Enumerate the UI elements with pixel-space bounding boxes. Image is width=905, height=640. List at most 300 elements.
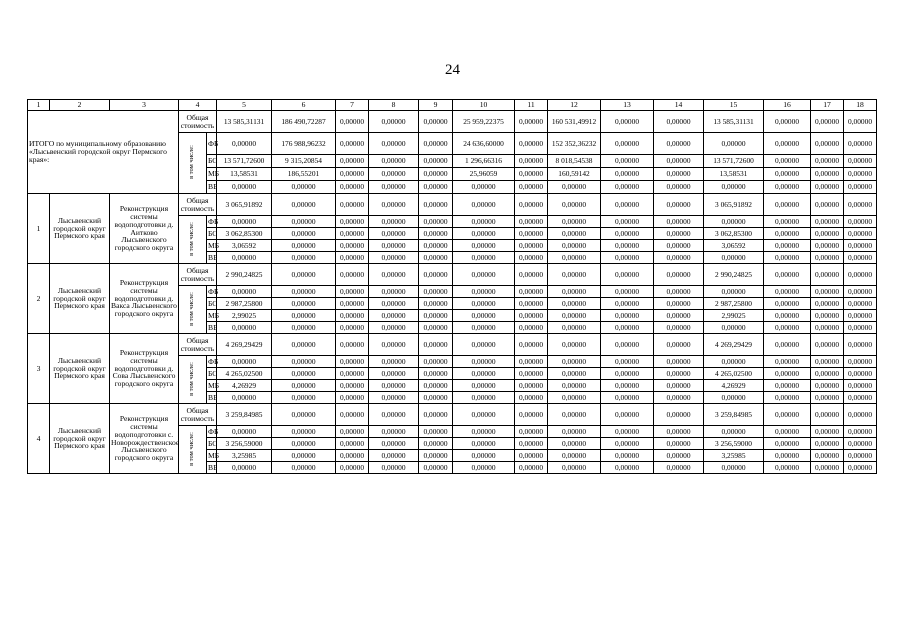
value-cell: 3 062,85300 [704,228,764,240]
value-cell: 0,00000 [601,168,654,181]
value-cell: 0,00000 [548,264,601,286]
value-cell: 0,00000 [419,368,453,380]
value-cell: 0,00000 [336,322,369,334]
funding-type: БС [208,368,218,378]
row-number: 1 [28,194,50,264]
value-cell: 0,00000 [654,404,704,426]
value-cell: 0,00000 [601,404,654,426]
value-cell: 0,00000 [453,462,515,474]
value-cell: 0,00000 [336,111,369,133]
value-cell: 0,00000 [548,252,601,264]
value-cell: 13 585,31131 [704,111,764,133]
value-cell: 0,00000 [601,111,654,133]
value-cell: 4,26929 [704,380,764,392]
value-cell: 0,00000 [272,404,336,426]
value-cell: 0,00000 [336,392,369,404]
value-cell: 0,00000 [272,240,336,252]
sub-label-cell [179,133,207,194]
value-cell: 0,00000 [654,298,704,310]
value-cell: 0,00000 [217,356,272,368]
value-cell: 0,00000 [369,111,419,133]
sub-label: в том числе: [188,291,196,326]
value-cell: 0,00000 [811,194,844,216]
value-cell: 0,00000 [515,310,548,322]
value-cell: 0,00000 [548,368,601,380]
value-cell: 25 959,22375 [453,111,515,133]
value-cell: 0,00000 [515,392,548,404]
value-cell: 3,06592 [217,240,272,252]
value-cell: 0,00000 [272,334,336,356]
value-cell: 0,00000 [764,133,811,155]
funding-type: ВБ [208,462,218,472]
header-cell: 15 [704,100,764,111]
header-cell: 3 [110,100,179,111]
value-cell: 0,00000 [654,462,704,474]
value-cell: 0,00000 [811,356,844,368]
value-cell: 0,00000 [548,334,601,356]
header-cell: 8 [369,100,419,111]
value-cell: 0,00000 [601,252,654,264]
header-cell: 4 [179,100,217,111]
value-cell: 0,00000 [217,286,272,298]
value-cell: 0,00000 [844,228,877,240]
value-cell: 0,00000 [601,298,654,310]
value-cell: 0,00000 [419,194,453,216]
value-cell: 0,00000 [515,111,548,133]
value-cell: 0,00000 [654,368,704,380]
value-cell: 0,00000 [515,334,548,356]
value-cell: 0,00000 [764,450,811,462]
sub-label-cell [179,216,207,264]
funding-type: МБ [208,310,220,320]
value-cell: 0,00000 [272,462,336,474]
value-cell: 0,00000 [336,368,369,380]
value-cell: 0,00000 [419,228,453,240]
value-cell: 0,00000 [272,264,336,286]
value-cell: 0,00000 [811,438,844,450]
value-cell: 0,00000 [844,111,877,133]
value-cell: 0,00000 [272,322,336,334]
value-cell: 0,00000 [548,380,601,392]
value-cell: 0,00000 [336,438,369,450]
funding-type: МБ [207,168,217,181]
value-cell: 186 490,72287 [272,111,336,133]
value-cell: 3 065,91892 [704,194,764,216]
page-number: 24 [445,62,460,78]
value-cell: 0,00000 [419,298,453,310]
value-cell: 3 062,85300 [217,228,272,240]
value-cell: 25,96059 [453,168,515,181]
funding-type: Общая стоимость [179,194,217,216]
value-cell: 0,00000 [764,426,811,438]
value-cell: 0,00000 [811,133,844,155]
value-cell: 0,00000 [654,380,704,392]
value-cell: 0,00000 [453,334,515,356]
value-cell: 0,00000 [654,240,704,252]
value-cell: 0,00000 [515,155,548,168]
value-cell: 0,00000 [844,322,877,334]
value-cell: 0,00000 [369,426,419,438]
value-cell: 0,00000 [419,310,453,322]
header-cell: 2 [50,100,110,111]
row-number: 4 [28,404,50,474]
sub-label: в том числе: [188,145,196,179]
value-cell: 160,59142 [548,168,601,181]
funding-type: Общая стоимость [179,264,217,286]
value-cell: 0,00000 [548,322,601,334]
value-cell: 0,00000 [369,228,419,240]
value-cell: 0,00000 [704,286,764,298]
value-cell: 0,00000 [419,168,453,181]
value-cell: 0,00000 [369,155,419,168]
value-cell: 0,00000 [601,462,654,474]
value-cell: 0,00000 [654,392,704,404]
value-cell: 0,00000 [811,334,844,356]
object-name: Реконструкция системы водоподготовки д. Вакса Лысьвенского городского округа [110,264,179,334]
value-cell: 0,00000 [811,298,844,310]
value-cell: 0,00000 [336,133,369,155]
value-cell: 0,00000 [336,334,369,356]
value-cell: 0,00000 [764,228,811,240]
value-cell: 0,00000 [764,252,811,264]
value-cell: 0,00000 [764,298,811,310]
value-cell: 0,00000 [548,286,601,298]
value-cell: 0,00000 [844,356,877,368]
value-cell: 0,00000 [811,450,844,462]
value-cell: 0,00000 [844,168,877,181]
funding-type: БС [208,228,218,238]
value-cell: 3 256,59000 [217,438,272,450]
value-cell: 0,00000 [336,168,369,181]
sub-label-cell [179,286,207,334]
value-cell: 152 352,36232 [548,133,601,155]
municipality: Лысьвенский городской округ Пермского края [50,404,110,474]
value-cell: 0,00000 [601,310,654,322]
value-cell: 0,00000 [654,133,704,155]
table-row [28,404,877,426]
funding-type: БС [208,298,218,308]
value-cell: 0,00000 [272,181,336,194]
value-cell: 0,00000 [704,133,764,155]
funding-type: МБ [208,380,220,390]
value-cell: 0,00000 [217,426,272,438]
value-cell: 0,00000 [811,168,844,181]
value-cell: 0,00000 [601,392,654,404]
municipality: Лысьвенский городской округ Пермского края [50,334,110,404]
value-cell: 0,00000 [419,133,453,155]
value-cell: 0,00000 [453,392,515,404]
value-cell: 0,00000 [369,392,419,404]
value-cell: 0,00000 [654,252,704,264]
value-cell: 0,00000 [515,450,548,462]
value-cell: 0,00000 [217,322,272,334]
value-cell: 0,00000 [844,368,877,380]
value-cell: 0,00000 [419,462,453,474]
value-cell: 4 269,29429 [217,334,272,356]
value-cell: 0,00000 [419,450,453,462]
value-cell: 0,00000 [515,264,548,286]
value-cell: 0,00000 [336,426,369,438]
value-cell: 0,00000 [844,392,877,404]
value-cell: 0,00000 [764,168,811,181]
value-cell: 3 259,84985 [217,404,272,426]
value-cell: 0,00000 [764,155,811,168]
value-cell: 0,00000 [764,264,811,286]
value-cell: 0,00000 [601,264,654,286]
value-cell: 0,00000 [654,286,704,298]
sub-label-cell [179,356,207,404]
value-cell: 0,00000 [654,450,704,462]
value-cell: 0,00000 [811,426,844,438]
value-cell: 0,00000 [369,194,419,216]
value-cell: 0,00000 [548,438,601,450]
value-cell: 0,00000 [217,181,272,194]
value-cell: 0,00000 [272,368,336,380]
value-cell: 0,00000 [515,181,548,194]
value-cell: 0,00000 [548,298,601,310]
value-cell: 0,00000 [515,216,548,228]
value-cell: 0,00000 [654,216,704,228]
value-cell: 0,00000 [811,310,844,322]
value-cell: 2 990,24825 [217,264,272,286]
value-cell: 0,00000 [764,322,811,334]
value-cell: 0,00000 [601,426,654,438]
funding-type: ВБ [208,392,218,402]
value-cell: 0,00000 [369,298,419,310]
value-cell: 0,00000 [764,334,811,356]
value-cell: 0,00000 [419,181,453,194]
value-cell: 0,00000 [548,426,601,438]
value-cell: 0,00000 [844,264,877,286]
value-cell: 0,00000 [453,322,515,334]
municipality: Лысьвенский городской округ Пермского края [50,194,110,264]
value-cell: 0,00000 [654,356,704,368]
value-cell: 0,00000 [515,286,548,298]
value-cell: 0,00000 [601,228,654,240]
value-cell: 0,00000 [515,322,548,334]
value-cell: 0,00000 [548,194,601,216]
value-cell: 0,00000 [336,380,369,392]
value-cell: 3 259,84985 [704,404,764,426]
value-cell: 0,00000 [453,310,515,322]
value-cell: 0,00000 [811,404,844,426]
value-cell: 0,00000 [548,240,601,252]
value-cell: 13 585,31131 [217,111,272,133]
value-cell: 0,00000 [601,240,654,252]
value-cell: 0,00000 [515,356,548,368]
value-cell: 0,00000 [764,194,811,216]
funding-type: ВБ [208,322,218,332]
value-cell: 3,25985 [217,450,272,462]
value-cell: 0,00000 [453,404,515,426]
value-cell: 0,00000 [704,216,764,228]
total-label: ИТОГО по муниципальному образованию «Лысьвенский городской округ Пермского края»: [28,111,179,194]
value-cell: 0,00000 [601,181,654,194]
value-cell: 0,00000 [844,438,877,450]
value-cell: 0,00000 [369,264,419,286]
value-cell: 0,00000 [453,264,515,286]
value-cell: 0,00000 [453,228,515,240]
header-cell: 17 [811,100,844,111]
value-cell: 0,00000 [704,392,764,404]
value-cell: 2 987,25800 [704,298,764,310]
value-cell: 0,00000 [548,310,601,322]
value-cell: 0,00000 [336,286,369,298]
header-cell: 6 [272,100,336,111]
value-cell: 0,00000 [453,450,515,462]
value-cell: 0,00000 [548,228,601,240]
header-row [28,100,877,111]
value-cell: 0,00000 [764,438,811,450]
value-cell: 0,00000 [217,216,272,228]
value-cell: 3 065,91892 [217,194,272,216]
header-cell: 14 [654,100,704,111]
value-cell: 0,00000 [704,181,764,194]
value-cell: 2,99025 [217,310,272,322]
header-cell: 11 [515,100,548,111]
funding-type: ФБ [208,356,219,366]
value-cell: 2,99025 [704,310,764,322]
row-number: 2 [28,264,50,334]
value-cell: 0,00000 [548,356,601,368]
value-cell: 0,00000 [369,286,419,298]
value-cell: 0,00000 [369,310,419,322]
value-cell: 0,00000 [217,133,272,155]
funding-type: ФБ [208,216,219,226]
value-cell: 0,00000 [515,368,548,380]
value-cell: 3,06592 [704,240,764,252]
value-cell: 0,00000 [764,181,811,194]
value-cell: 0,00000 [515,380,548,392]
object-name: Реконструкция системы водоподготовки д. Аитково Лысьвенского городского округа [110,194,179,264]
funding-type: ФБ [208,426,219,436]
value-cell: 0,00000 [844,181,877,194]
value-cell: 0,00000 [217,252,272,264]
value-cell: 0,00000 [704,426,764,438]
funding-type: ВБ [207,181,217,194]
header-cell: 12 [548,100,601,111]
value-cell: 0,00000 [601,356,654,368]
value-cell: 0,00000 [844,252,877,264]
header-cell: 7 [336,100,369,111]
value-cell: 0,00000 [453,438,515,450]
budget-table [27,99,877,474]
value-cell: 0,00000 [419,426,453,438]
value-cell: 0,00000 [272,298,336,310]
value-cell: 0,00000 [515,228,548,240]
value-cell: 0,00000 [844,450,877,462]
value-cell: 0,00000 [453,380,515,392]
value-cell: 4 265,02500 [704,368,764,380]
value-cell: 13,58531 [704,168,764,181]
value-cell: 0,00000 [419,380,453,392]
value-cell: 0,00000 [369,240,419,252]
funding-type: ФБ [208,286,219,296]
value-cell: 0,00000 [272,426,336,438]
value-cell: 0,00000 [336,155,369,168]
header-cell: 18 [844,100,877,111]
header-cell: 1 [28,100,50,111]
funding-type: БС [208,438,218,448]
value-cell: 0,00000 [336,264,369,286]
value-cell: 0,00000 [336,228,369,240]
value-cell: 0,00000 [811,111,844,133]
value-cell: 0,00000 [272,450,336,462]
sub-label-cell [179,426,207,474]
value-cell: 0,00000 [811,228,844,240]
value-cell: 0,00000 [419,356,453,368]
value-cell: 160 531,49912 [548,111,601,133]
value-cell: 0,00000 [764,462,811,474]
value-cell: 0,00000 [419,438,453,450]
value-cell: 0,00000 [515,240,548,252]
value-cell: 0,00000 [844,298,877,310]
value-cell: 0,00000 [601,334,654,356]
header-cell: 5 [217,100,272,111]
value-cell: 0,00000 [654,111,704,133]
value-cell: 0,00000 [419,155,453,168]
value-cell: 0,00000 [844,155,877,168]
value-cell: 13 571,72600 [704,155,764,168]
value-cell: 0,00000 [272,310,336,322]
value-cell: 0,00000 [548,462,601,474]
value-cell: 0,00000 [764,310,811,322]
value-cell: 0,00000 [336,298,369,310]
value-cell: 0,00000 [811,462,844,474]
value-cell: 0,00000 [601,216,654,228]
value-cell: 0,00000 [764,368,811,380]
value-cell: 0,00000 [336,194,369,216]
value-cell: 0,00000 [419,240,453,252]
value-cell: 0,00000 [369,322,419,334]
value-cell: 9 315,20854 [272,155,336,168]
value-cell: 176 988,96232 [272,133,336,155]
sub-label: в том числе: [188,361,196,396]
value-cell: 0,00000 [601,368,654,380]
value-cell: 0,00000 [369,216,419,228]
value-cell: 0,00000 [764,356,811,368]
value-cell: 0,00000 [811,264,844,286]
value-cell: 0,00000 [764,216,811,228]
sub-label: в том числе: [188,221,196,256]
funding-type: Общая стоимость [179,404,217,426]
value-cell: 2 990,24825 [704,264,764,286]
value-cell: 0,00000 [453,240,515,252]
value-cell: 0,00000 [601,450,654,462]
value-cell: 0,00000 [419,322,453,334]
funding-type: МБ [208,240,220,250]
value-cell: 0,00000 [453,194,515,216]
value-cell: 0,00000 [764,380,811,392]
value-cell: 0,00000 [764,111,811,133]
value-cell: 0,00000 [548,450,601,462]
value-cell: 0,00000 [548,392,601,404]
value-cell: 8 018,54538 [548,155,601,168]
value-cell: 0,00000 [419,264,453,286]
value-cell: 0,00000 [369,404,419,426]
value-cell: 0,00000 [601,155,654,168]
value-cell: 0,00000 [601,286,654,298]
value-cell: 0,00000 [419,111,453,133]
value-cell: 0,00000 [515,168,548,181]
value-cell: 0,00000 [844,380,877,392]
value-cell: 0,00000 [272,194,336,216]
sub-label: в том числе: [188,431,196,466]
value-cell: 0,00000 [601,380,654,392]
value-cell: 186,55201 [272,168,336,181]
value-cell: 0,00000 [515,426,548,438]
value-cell: 0,00000 [272,228,336,240]
